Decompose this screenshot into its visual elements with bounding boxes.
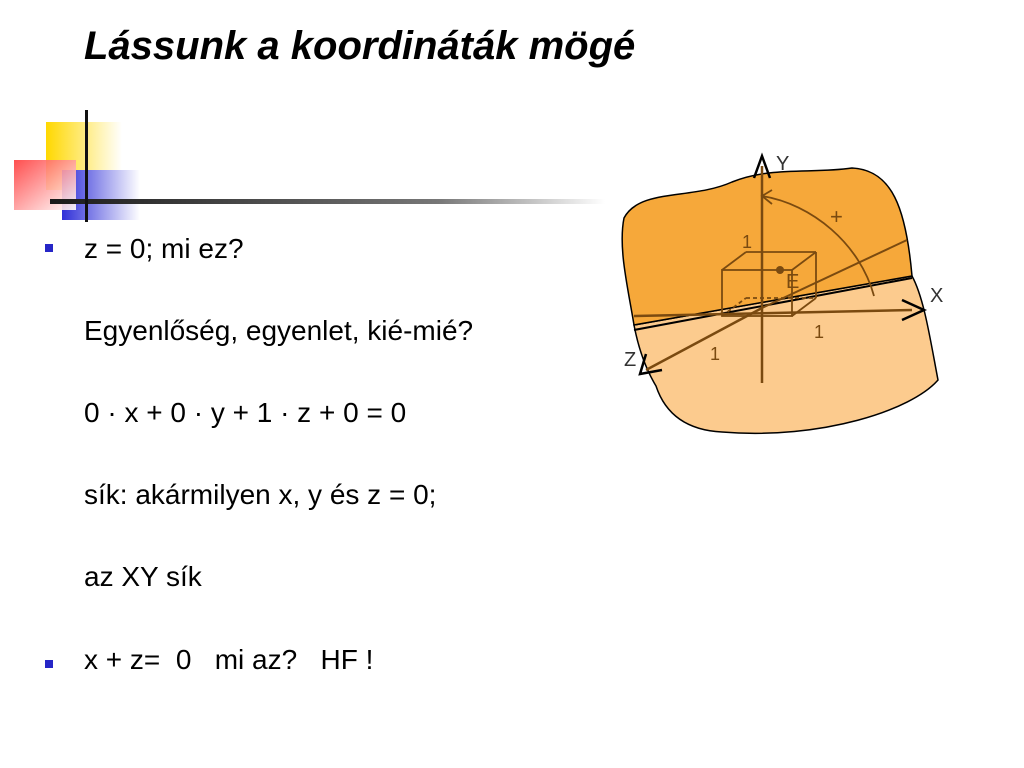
z-axis-label: Z [624, 349, 637, 371]
point-e-label: E [786, 271, 800, 293]
bullet-marker [45, 660, 53, 668]
rotation-sign: + [830, 204, 843, 229]
bullet-text-1 [84, 228, 473, 597]
y-unit-label: 1 [742, 232, 753, 252]
bullet-marker [45, 244, 53, 252]
bullet-line: z = 0; mi ez? [84, 233, 244, 264]
z-unit-label: 1 [710, 344, 721, 364]
bullet-text-2: x + z= 0 mi az? HF ! [84, 644, 374, 675]
decor-vertical-line [85, 110, 88, 222]
x-axis-label: X [930, 285, 944, 307]
x-unit-label: 1 [814, 322, 825, 342]
bullet-line: az XY sík [84, 561, 202, 592]
bullet-line: sík: akármilyen x, y és z = 0; [84, 479, 437, 510]
title-decoration [0, 100, 620, 230]
coordinate-plane-figure [612, 148, 952, 444]
bullet-line: Egyenlőség, egyenlet, kié-mié? [84, 315, 474, 346]
bullet-line: 0 · x + 0 · y + 1 · z + 0 = 0 [84, 397, 407, 428]
point-e-marker [776, 266, 784, 274]
y-axis-label: Y [776, 153, 790, 175]
decor-horizontal-line [50, 199, 605, 204]
slide-title: Lássunk a koordináták mögé [84, 24, 636, 68]
